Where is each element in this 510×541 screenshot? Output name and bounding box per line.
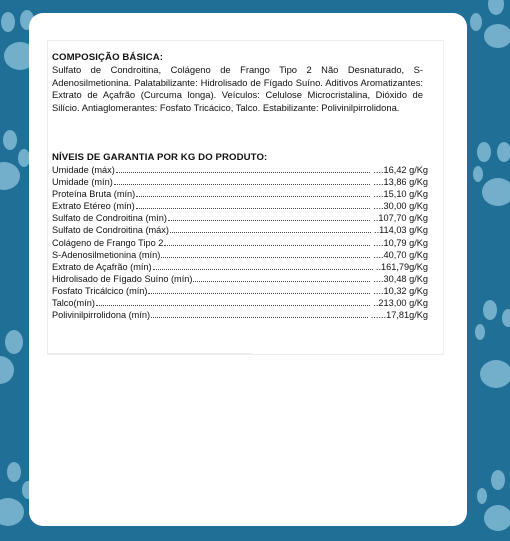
level-value: ..114,03 g/Kg: [374, 225, 428, 236]
level-row: [52, 213, 428, 225]
level-row: [52, 238, 428, 250]
level-name: Extrato Etéreo (mín): [52, 201, 135, 212]
level-value: ......17,81g/Kg: [370, 310, 428, 321]
leader-dots: [96, 298, 370, 306]
leader-dots: [151, 310, 368, 318]
leader-dots: [164, 238, 370, 246]
level-row: [52, 165, 428, 177]
level-name: Colágeno de Frango Tipo 2: [52, 237, 164, 248]
level-row: [52, 286, 428, 298]
level-name: Proteína Bruta (mín): [52, 189, 136, 200]
paw-print-icon: [470, 140, 510, 215]
level-name: Umidade (mín): [52, 177, 113, 188]
leader-dots: [114, 177, 371, 185]
level-row: [52, 177, 428, 189]
level-name: Umidade (máx): [52, 165, 115, 175]
level-name: S-Adenosilmetionina (mín): [52, 249, 161, 260]
leader-dots: [168, 213, 370, 221]
level-value: ....16,42 g/Kg: [373, 165, 428, 175]
level-name: Hidrolisado de Fígado Suíno (mín): [52, 273, 193, 284]
level-name: Fosfato Tricálcico (mín): [52, 285, 148, 296]
level-value: ....10,32 g/Kg: [373, 285, 428, 296]
guarantee-levels-list: [52, 165, 428, 322]
leader-dots: [116, 165, 371, 173]
leader-dots: [153, 262, 373, 270]
level-name: Polivinilpirrolidona (mín): [52, 310, 151, 321]
level-value: ....13,86 g/Kg: [373, 177, 428, 188]
level-value: ..213,00 g/Kg: [373, 298, 428, 309]
level-row: [52, 225, 428, 237]
paw-print-icon: [466, 0, 510, 54]
level-row: [52, 189, 428, 201]
guarantee-levels-title: NÍVEIS DE GARANTIA POR KG DO PRODUTO:: [52, 152, 268, 163]
level-row: [52, 250, 428, 262]
level-value: ....30,00 g/Kg: [373, 201, 428, 212]
level-value: ..107,70 g/Kg: [373, 213, 428, 224]
paw-print-icon: [470, 300, 510, 390]
level-name: Extrato de Açafrão (mín): [52, 261, 152, 272]
level-value: ....10,79 g/Kg: [373, 237, 428, 248]
leader-dots: [193, 274, 370, 282]
paw-print-icon: [474, 470, 510, 540]
level-row: [52, 274, 428, 286]
level-name: Talco(mín): [52, 298, 95, 309]
level-name: Sulfato de Condroitina (máx): [52, 225, 169, 236]
level-row: [52, 262, 428, 274]
level-row: [52, 298, 428, 310]
leader-dots: [136, 189, 370, 197]
composition-title: COMPOSIÇÃO BÁSICA:: [52, 52, 164, 63]
level-value: ..161,79g/Kg: [375, 261, 428, 272]
level-value: ....40,70 g/Kg: [373, 249, 428, 260]
leader-dots: [148, 286, 370, 294]
level-row: [52, 310, 428, 322]
leader-dots: [161, 250, 370, 258]
panel-divider: [47, 353, 252, 354]
level-value: ....15,10 g/Kg: [373, 189, 428, 200]
level-row: [52, 201, 428, 213]
level-name: Sulfato de Condroitina (mín): [52, 213, 167, 224]
leader-dots: [136, 201, 371, 209]
composition-text: Sulfato de Condroitina, Colágeno de Frango Tipo 2 Não Desnaturado, S-Adenosilmetionina. Palatabilizante: Hidrolisado de Fígado Suíno. Aditivos Aromatizantes: Extrato de Açafrão (Curcuma longa). Veículos: Celulose Microcristalina, Dióxido de Silício. Antiaglomerantes: Fosfato Tricácico, Talco. Estabilizante: Polivinilpirrolidona.: [52, 64, 423, 113]
leader-dots: [170, 225, 371, 233]
level-value: ....30,48 g/Kg: [373, 273, 428, 284]
